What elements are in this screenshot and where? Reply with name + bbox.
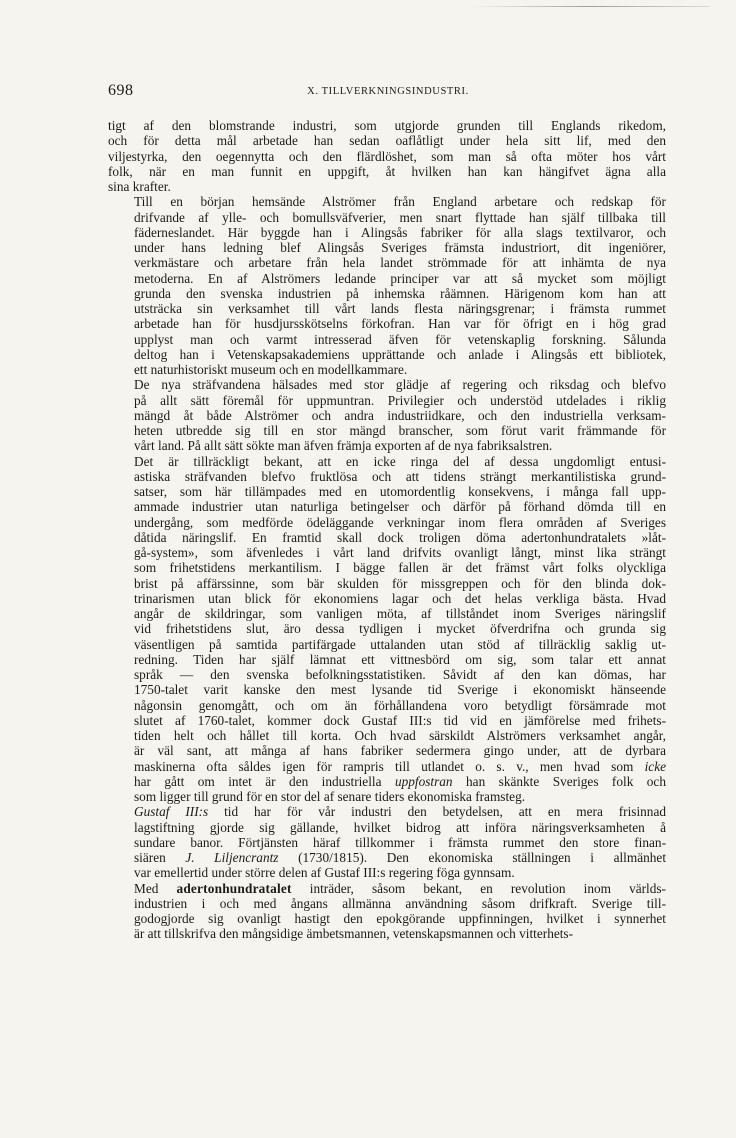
text-line: mängd åt både Alströmer och andra industriidkare, och den industriella verksam-: [134, 407, 666, 423]
text-line: verkmästare och arbetare från hela landet strömmade för att inhämta de nya: [134, 255, 666, 271]
text-line: Det är tillräckligt bekant, att en icke ringa del af dessa ungdomligt entusi-: [134, 453, 666, 469]
paragraph: [108, 118, 666, 194]
paragraph: [108, 194, 666, 377]
text-line: ett naturhistoriskt museum och en modellkammare.: [134, 362, 408, 377]
text-line: är att tillskrifva den mångsidige ämbetsmannen, vetenskapsmannen och vitterhets-: [134, 926, 574, 942]
text-line: vårt land. På allt sätt sökte man äfven främja exporten af de nya fabriksalstren.: [134, 438, 553, 454]
text-line: metoderna. En af Alströmers ledande principer var att så mycket som möjligt: [134, 270, 666, 286]
text-line: gå-system», som äfvenledes i vårt land drifvits ovanligt långt, minst lika strängt: [134, 545, 666, 560]
text-line: angår de skildringar, som vanligen möta, af tillståndet inom Sveriges näringslif: [134, 606, 666, 621]
text-line: var emellertid under större delen af Gustaf III:s regering föga gynnsam.: [134, 865, 515, 881]
text-line: tigt af den blomstrande industri, som utgjorde grunden till Englands rikedom,: [108, 118, 666, 133]
text-line: heten utbredde sig till en stor mängd branscher, som förut varit främmande för: [134, 423, 666, 438]
text-line: dåtida näringslif. En framtid skall dock troligen döma adertonhundratalets »låt-: [134, 529, 666, 545]
body-text: [108, 118, 666, 942]
italic-emphasis: J. Liljencrantz: [185, 850, 279, 865]
text-line: på allt sätt föremål för uppmuntran. Privilegier och understöd utdelades i riklig: [134, 392, 666, 408]
text-line: maskinerna ofta såldes igen för rampris till utlandet o. s. v., men hvad som icke: [134, 758, 666, 774]
text-line: undergång, som medförde ödeläggande verkningar inom flera områden af Sveriges: [134, 514, 666, 530]
text-line: fäderneslandet. Här byggde han i Alingsås fabriker för alla slags textilvaror, och: [134, 224, 666, 240]
text-line: språk — den svenska befolkningsstatistiken. Såvidt af den kan dömas, har: [134, 667, 666, 682]
text-line: Till en början hemsände Alströmer från England arbetare och redskap för: [134, 194, 666, 210]
text-line: Gustaf III:s tid har för vår industri den betydelsen, att en mera frisinnad: [134, 804, 666, 820]
paragraph: [108, 881, 666, 942]
text-line: satser, som här tillämpades med en utomordentlig konsekvens, i många fall upp-: [134, 484, 666, 499]
text-line: sina krafter.: [108, 179, 171, 194]
page-header: [108, 82, 668, 104]
bold-emphasis: adertonhundratalet: [176, 880, 292, 896]
text-line: slutet af 1760-talet, kommer dock Gustaf III:s tid vid en jämförelse med frihets-: [134, 712, 666, 728]
text-line: och för detta mål arbetade han sedan oaflåtligt under hela sitt lif, med den: [108, 133, 666, 149]
text-line: har gått om intet är den industriella uppfostran han skänkte Sveriges folk och: [134, 773, 666, 789]
text-line: industrien i och med ångans allmänna användning såsom drifkraft. Sverige till-: [134, 895, 666, 911]
text-line: astiska sträfvanden blefvo fruktlösa och att tidens strängt merkantilistiska grund-: [134, 468, 666, 484]
text-line: grunda den svenska industrien på inhemska råämnen. Härigenom kom han att: [134, 285, 666, 301]
text-line: utsträcka sin verksamhet till vårt lands flesta näringsgrenar; i främsta rummet: [134, 301, 666, 316]
paragraph: [108, 454, 666, 805]
text-line: drifvande af ylle- och bomullsväfverier, men snart flyttade han själf tillbaka till: [134, 209, 666, 225]
text-line: godogjorde sig ovanligt hastigt den epokgörande uppfinningen, hvilket i synnerhet: [134, 911, 666, 926]
italic-emphasis: icke: [644, 758, 666, 774]
text-line: någonsin genomgått, och om än förhållandena voro betydligt försämrade mot: [134, 697, 666, 713]
scan-artifact-line: [470, 6, 710, 7]
text-line: Med adertonhundratalet inträder, såsom bekant, en revolution inom världs-: [134, 880, 666, 896]
text-line: trinarismen utan blick för ekonomiens lagar och det helas verkliga bästa. Hvad: [134, 590, 666, 606]
text-line: sundare banor. Förtjänsten häraf tillkommer i främsta rummet den store finan-: [134, 834, 666, 850]
text-line: under hans ledning blef Alingsås Sveriges främsta industriort, dit ingeniörer,: [134, 240, 666, 255]
text-line: brist på affärssinne, som bär skulden för missgreppen och för den blinda dok-: [134, 575, 666, 591]
text-line: deltog han i Vetenskapsakademiens upprättande och anlade i Alingsås ett bibliotek,: [134, 346, 666, 362]
text-line: upplyst man och varmt intresserad äfven för vetenskaplig forskning. Sålunda: [134, 331, 666, 347]
text-line: arbetade han för husdjursskötselns förkofran. Han var för öfrigt en i hög grad: [134, 316, 666, 332]
paragraph: [108, 377, 666, 453]
text-line: 1750-talet varit kanske den mest lysande tid Sverige i ekonomiskt hänseende: [134, 682, 666, 698]
paragraph: [108, 804, 666, 880]
text-line: som frihetstidens merkantilism. I bägge fallen är det främst vårt folks olyckliga: [134, 560, 666, 576]
text-line: redning. Tiden har själf lämnat ett vittnesbörd om sig, som talar ett annat: [134, 651, 666, 667]
text-line: är väl sant, att många af hans fabriker sedermera gingo under, att de dyrbara: [134, 743, 666, 759]
text-line: De nya sträfvandena hälsades med stor glädje af regering och riksdag och blefvo: [134, 377, 666, 393]
text-line: folk, när en man funnit en uppgift, åt hvilken han kan hängifvet ägna alla: [108, 163, 666, 179]
text-line: tiden helt och hållet till korta. Och hvad särskildt Alströmers verksamhet angår,: [134, 728, 666, 743]
text-line: ammade industrier utan naturliga betingelser och därför på förhand dömda till en: [134, 499, 666, 515]
text-line: viljestyrka, den oegennytta och den flärdlöshet, som man så ofta möter hos vårt: [108, 148, 666, 164]
text-line: som ligger till grund för en stor del af senare tiders ekonomiska framsteg.: [134, 789, 526, 804]
text-line: väsentligen på samtida partifärgade uttalanden utan stöd af tillräcklig saklig ut-: [134, 636, 666, 652]
italic-emphasis: uppfostran: [394, 773, 453, 789]
page-number: 698: [108, 82, 134, 99]
text-line: siären J. Liljencrantz (1730/1815). Den ekonomiska ställningen i allmänhet: [134, 850, 666, 865]
text-line: lagstiftning gjorde sig gällande, hvilket bidrog att införa näringsverksamheten å: [134, 819, 666, 835]
italic-emphasis: Gustaf III:s: [134, 804, 209, 820]
text-line: vid frihetstidens slut, äro dessa tydligen i mycket öfverdrifna och grunda sig: [134, 621, 666, 637]
running-head: X. TILLVERKNINGSINDUSTRI.: [307, 86, 469, 97]
